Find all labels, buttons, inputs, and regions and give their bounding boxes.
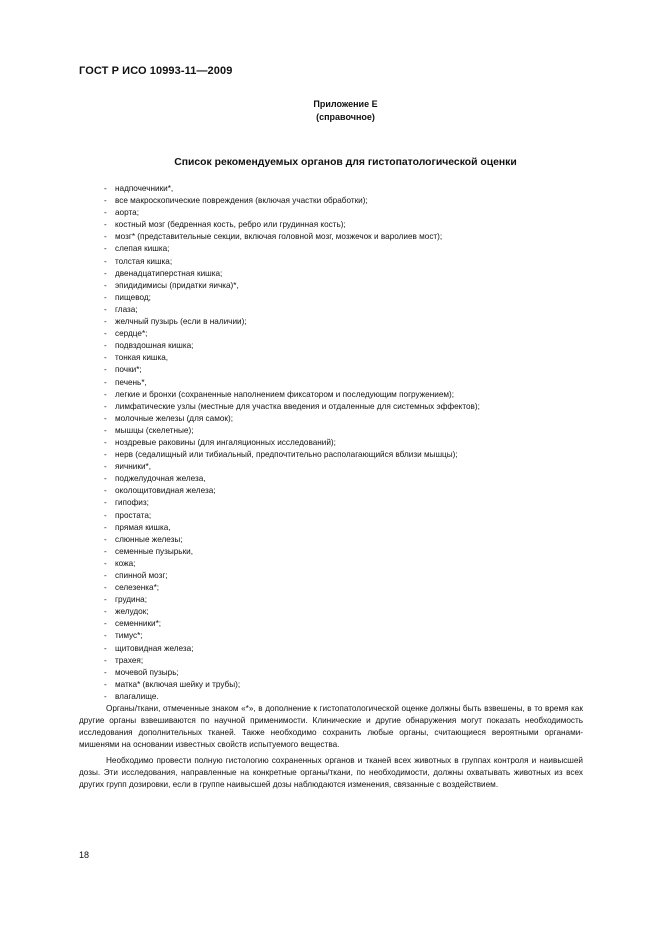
list-item [104,195,480,207]
list-item-text: мышцы (скелетные); [115,425,194,435]
list-item [104,377,480,389]
list-bullet: - [104,510,107,520]
list-bullet: - [104,643,107,653]
list-item-text: желчный пузырь (если в наличии); [115,317,247,327]
list-bullet: - [104,317,107,327]
list-item-text: лимфатические узлы (местные для участка введения и отдаленные для системных эффектов); [115,401,480,411]
list-item [104,510,480,522]
list-item [104,256,480,268]
list-item [104,413,480,425]
page-number: 18 [79,850,90,860]
list-bullet: - [104,655,107,665]
list-item [104,425,480,437]
list-item [104,231,480,243]
list-item [104,449,480,461]
list-item-text: надпочечники*, [115,184,174,193]
list-item-text: аорта; [115,208,139,218]
list-bullet: - [104,667,107,677]
list-item [104,304,480,316]
list-item-text: почки*; [115,365,142,375]
list-item [104,243,480,255]
list-bullet: - [104,208,107,218]
list-item [104,655,480,667]
list-item [104,485,480,497]
list-bullet: - [104,232,107,242]
list-item-text: слюнные железы; [115,534,183,544]
list-item-text: семенники*; [115,619,162,629]
section-title: Список рекомендуемых органов для гистопатологической оценки [174,157,517,168]
list-item-text: гипофиз; [115,498,149,508]
list-item-text: влагалище. [115,691,159,701]
paragraph-histology-note: Необходимо провести полную гистологию сохраненных органов и тканей всех животных в группах контроля и наивысшей дозы. Эти исследования, направленные на конкретные органы/ткани, по необходимости, должны охватывать животных из всех других групп дозировки, если в группе наивысшей дозы наблюдаются изменения, связанные с воздействием. [79,756,583,790]
list-item-text: простата; [115,510,152,520]
list-item-text: двенадцатиперстная кишка; [115,268,223,278]
list-bullet: - [104,474,107,484]
list-bullet: - [104,280,107,290]
list-bullet: - [104,607,107,617]
list-bullet: - [104,425,107,435]
list-item [104,280,480,292]
list-item [104,558,480,570]
list-item [104,292,480,304]
list-item [104,546,480,558]
list-item [104,691,480,703]
list-bullet: - [104,498,107,508]
list-bullet: - [104,691,107,701]
list-item [104,340,480,352]
list-bullet: - [104,365,107,375]
list-bullet: - [104,220,107,230]
list-item [104,352,480,364]
list-bullet: - [104,401,107,411]
list-item-text: ноздревые раковины (для ингаляционных исследований); [115,437,336,447]
list-bullet: - [104,546,107,556]
list-item-text: яичники*, [115,462,151,472]
list-item-text: молочные железы (для самок); [115,413,233,423]
list-bullet: - [104,256,107,266]
list-item-text: грудина; [115,595,147,605]
list-item-text: трахея; [115,655,144,665]
list-item-text: пищевод; [115,292,151,302]
list-item-text: сердце*; [115,329,148,339]
list-bullet: - [104,413,107,423]
list-bullet: - [104,619,107,629]
list-item-text: семенные пузырьки, [115,546,194,556]
list-item-text: глаза; [115,304,138,314]
list-item-text: желудок; [115,607,149,617]
paragraph-weighing-note: Органы/ткани, отмеченные знаком «*», в дополнение к гистопатологической оценке должны быть взвешены, в то время как другие органы взвешиваются по научной применимости. Клинические и другие обнаружения могут показать необходимость исследования дополнительных тканей. Также необходимо сохранить любые органы, считающиеся вероятными органами-мишенями на основании известных свойств испытуемого вещества. [79,704,583,750]
list-item-text: толстая кишка; [115,256,173,266]
list-item-text: матка* (включая шейку и трубы); [115,679,241,689]
list-item [104,667,480,679]
list-item-text: щитовидная железа; [115,643,194,653]
list-bullet: - [104,389,107,399]
list-item [104,643,480,655]
list-item [104,183,480,195]
list-bullet: - [104,462,107,472]
list-bullet: - [104,534,107,544]
list-item-text: тонкая кишка, [115,353,169,363]
organ-list [104,183,480,703]
list-bullet: - [104,631,107,641]
list-item-text: эпидидимисы (придатки яичка)*, [115,280,239,290]
list-item [104,630,480,642]
list-bullet: - [104,558,107,568]
list-bullet: - [104,377,107,387]
list-bullet: - [104,583,107,593]
list-item [104,389,480,401]
appendix-heading [0,98,661,124]
list-item-text: печень*, [115,377,147,387]
list-item-text: прямая кишка, [115,522,171,532]
appendix-type: (справочное) [316,112,375,122]
document-code: ГОСТ Р ИСО 10993-11—2009 [79,65,233,77]
list-bullet: - [104,522,107,532]
list-item [104,316,480,328]
list-bullet: - [104,304,107,314]
list-item-text: мозг* (представительные секции, включая головной мозг, мозжечок и варолиев мост); [115,232,443,242]
list-item-text: селезенка*; [115,583,160,593]
list-item [104,534,480,546]
list-item-text: поджелудочная железа, [115,474,206,484]
list-bullet: - [104,244,107,254]
list-item [104,473,480,485]
list-item [104,328,480,340]
list-item-text: нерв (седалищный или тибиальный, предпочтительно располагающийся вблизи мышцы); [115,450,458,460]
list-item [104,268,480,280]
list-item [104,679,480,691]
list-bullet: - [104,679,107,689]
list-bullet: - [104,353,107,363]
list-item [104,570,480,582]
list-bullet: - [104,595,107,605]
list-item [104,582,480,594]
list-item [104,522,480,534]
list-item-text: слепая кишка; [115,244,170,254]
list-item-text: околощитовидная железа; [115,486,216,496]
list-bullet: - [104,486,107,496]
list-item [104,401,480,413]
list-bullet: - [104,184,107,193]
list-bullet: - [104,450,107,460]
list-item-text: легкие и бронхи (сохраненные наполнением фиксатором и последующим погружением); [115,389,455,399]
list-item [104,606,480,618]
list-bullet: - [104,329,107,339]
list-bullet: - [104,437,107,447]
list-item [104,437,480,449]
appendix-label: Приложение Е [313,99,378,109]
list-item-text: мочевой пузырь; [115,667,179,677]
list-item [104,497,480,509]
list-item-text: все макроскопические повреждения (включая участки обработки); [115,196,368,206]
list-item [104,364,480,376]
list-item [104,618,480,630]
list-item [104,219,480,231]
list-item-text: кожа; [115,558,136,568]
list-bullet: - [104,292,107,302]
list-item [104,207,480,219]
list-item-text: костный мозг (бедренная кость, ребро или грудинная кость); [115,220,346,230]
list-item [104,594,480,606]
list-item-text: спинной мозг; [115,571,168,580]
list-bullet: - [104,571,107,580]
list-item-text: тимус*; [115,631,143,641]
list-item [104,461,480,473]
list-bullet: - [104,196,107,206]
list-bullet: - [104,341,107,351]
list-bullet: - [104,268,107,278]
list-item-text: подвздошная кишка; [115,341,194,351]
